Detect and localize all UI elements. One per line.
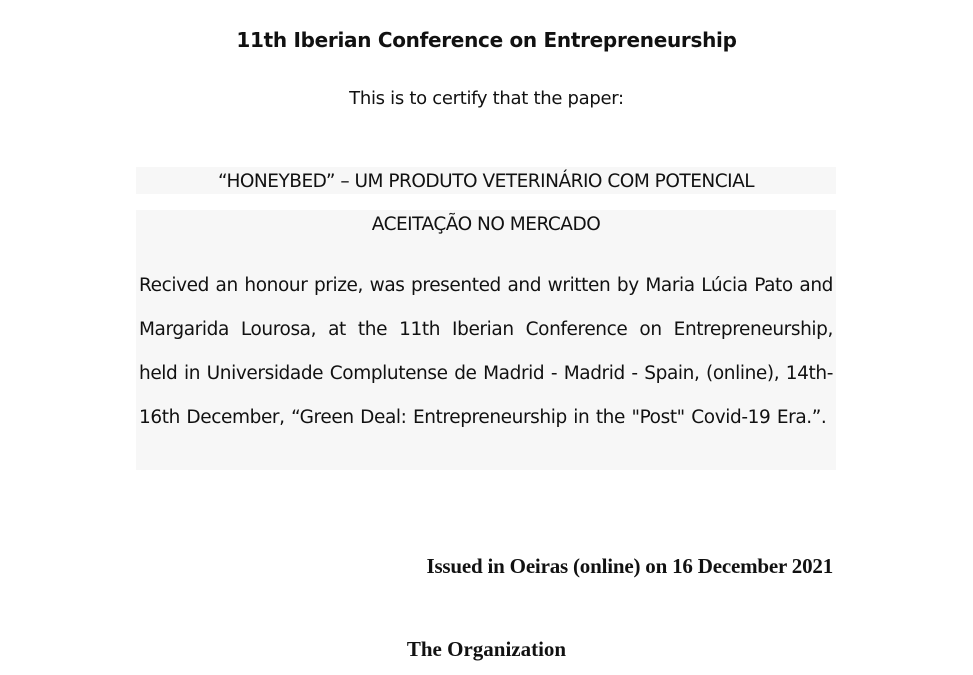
- certificate-body-text: Recived an honour prize, was presented and written by Maria Lúcia Pato and Margarida Lourosa, at the 11th Iberian Conference on Entrepreneurship, held in Universidade Complutense de Madrid - Madrid - Spain, (online), 14th-16th December, “Green Deal: Entrepreneurship in the "Post" Covid-19 Era.”.: [139, 275, 833, 428]
- certify-statement: This is to certify that the paper:: [349, 88, 624, 109]
- paper-title-line-2: ACEITAÇÃO NO MERCADO: [371, 214, 601, 235]
- conference-title: 11th Iberian Conference on Entrepreneurship: [236, 28, 737, 52]
- paper-title-line-1: “HONEYBED” – UM PRODUTO VETERINÁRIO COM POTENCIAL: [217, 171, 755, 192]
- issued-date-line: Issued in Oeiras (online) on 16 December 2021: [426, 554, 833, 578]
- organization-signature: The Organization: [406, 637, 567, 661]
